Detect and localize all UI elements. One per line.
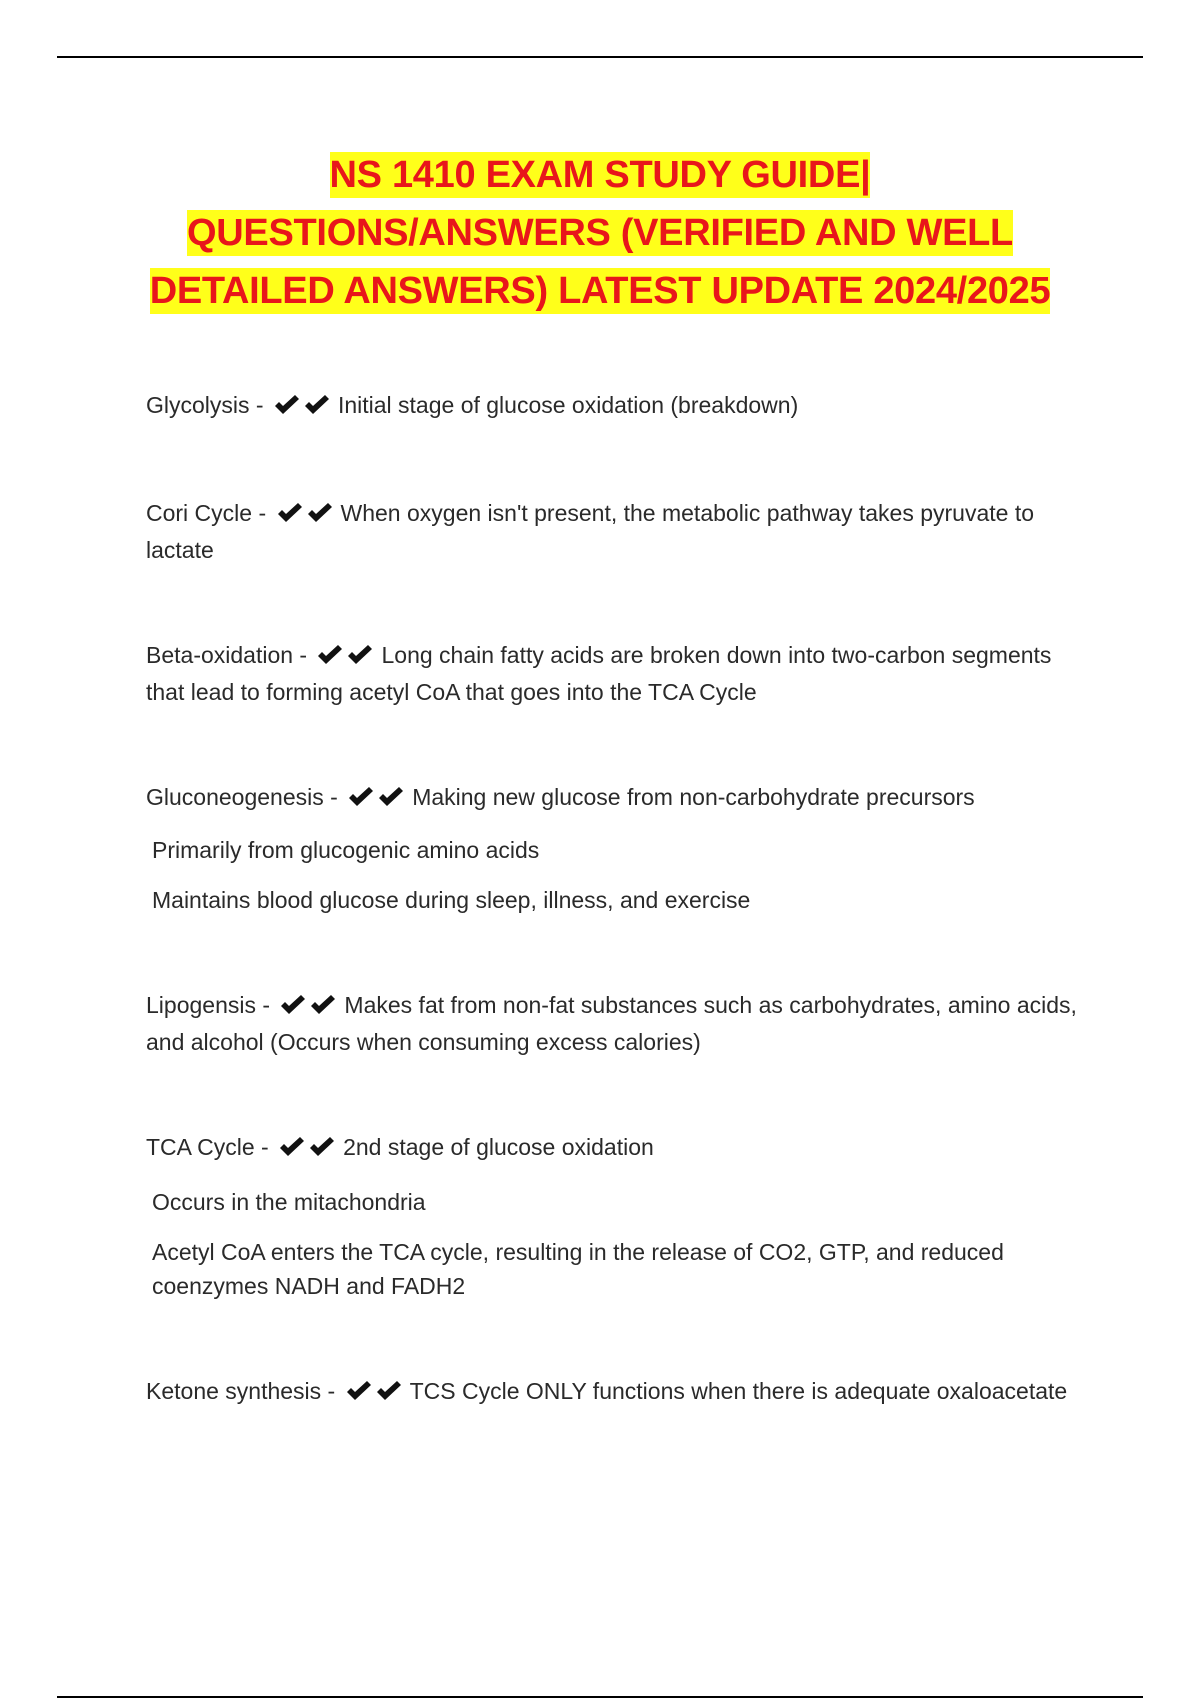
sub-point: Primarily from glucogenic amino acids [152, 837, 540, 863]
term: Ketone synthesis - [146, 1378, 336, 1404]
definition: TCS Cycle ONLY functions when there is adequate oxaloacetate [409, 1378, 1068, 1404]
entry-glycolysis [146, 388, 1096, 425]
title-line-2: QUESTIONS/ANSWERS (VERIFIED AND WELL [187, 212, 1013, 254]
sub-point: Acetyl CoA enters the TCA cycle, resulting in the release of CO2, GTP, and reduced coenzymes NADH and FADH2 [152, 1239, 1004, 1299]
term: Cori Cycle - [146, 500, 267, 526]
definition: Makes fat from non-fat substances such as carbohydrates, amino acids, and alcohol (Occurs when consuming excess calories) [146, 992, 1077, 1055]
definition: 2nd stage of glucose oxidation [343, 1134, 654, 1160]
study-guide-body [146, 388, 1096, 1411]
entry-tca-cycle [146, 1130, 1096, 1303]
definition: Making new glucose from non-carbohydrate precursors [412, 784, 975, 810]
entry-beta-oxidation [146, 638, 1096, 709]
footer-rule [57, 1696, 1143, 1698]
double-check-icon [279, 1133, 339, 1167]
double-check-icon [277, 499, 337, 533]
double-check-icon [280, 991, 340, 1025]
entry-lipogenesis [146, 988, 1096, 1059]
double-check-icon [274, 391, 334, 425]
entry-gluconeogenesis [146, 780, 1096, 917]
definition: Initial stage of glucose oxidation (breakdown) [337, 392, 799, 418]
double-check-icon [317, 641, 377, 675]
entry-cori-cycle [146, 496, 1096, 567]
double-check-icon [348, 783, 408, 817]
term: Beta-oxidation - [146, 642, 308, 668]
title-line-3: DETAILED ANSWERS) LATEST UPDATE 2024/2025 [149, 270, 1051, 312]
double-check-icon [346, 1377, 406, 1411]
term: Lipogensis - [146, 992, 271, 1018]
entry-ketone-synthesis [146, 1374, 1096, 1411]
header-rule [57, 56, 1143, 58]
sub-point: Maintains blood glucose during sleep, illness, and exercise [152, 887, 751, 913]
sub-point: Occurs in the mitachondria [152, 1189, 426, 1215]
page-title [60, 146, 1140, 320]
definition: Long chain fatty acids are broken down into two-carbon segments that lead to forming acetyl CoA that goes into the TCA Cycle [146, 642, 1052, 705]
title-line-1: NS 1410 EXAM STUDY GUIDE| [329, 154, 871, 196]
term: Gluconeogenesis - [146, 784, 338, 810]
definition: When oxygen isn't present, the metabolic pathway takes pyruvate to lactate [146, 500, 1035, 563]
term: Glycolysis - [146, 392, 264, 418]
term: TCA Cycle - [146, 1134, 269, 1160]
